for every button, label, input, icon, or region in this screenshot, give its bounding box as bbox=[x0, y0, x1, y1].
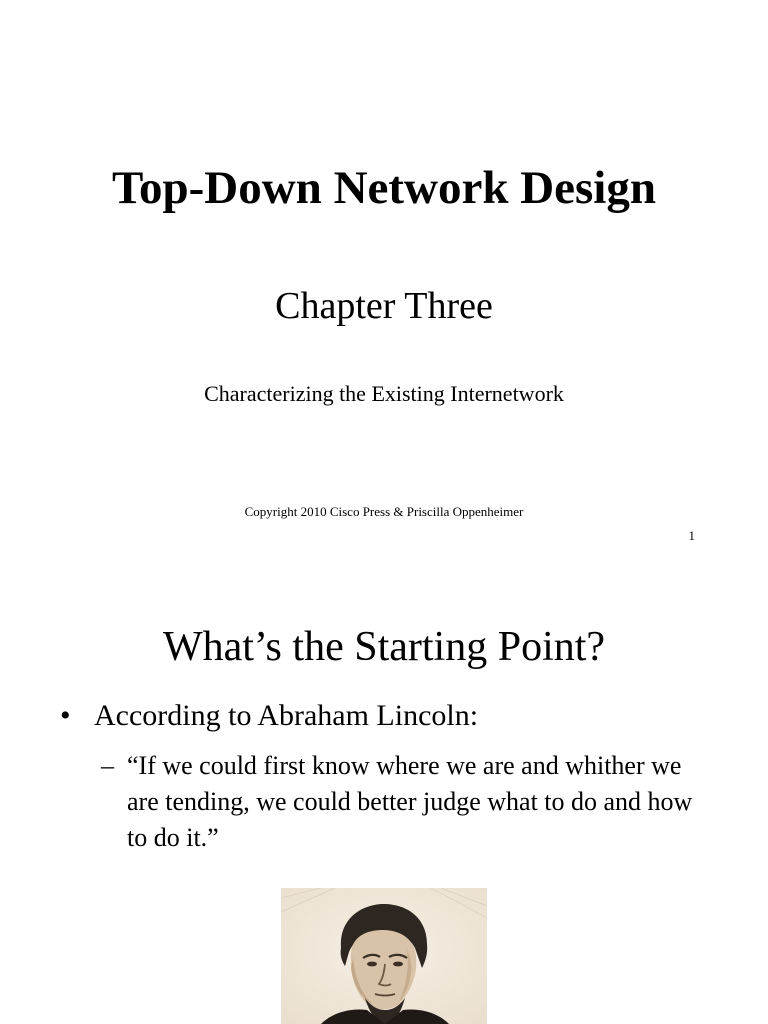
copyright-notice: Copyright 2010 Cisco Press & Priscilla Oppenheimer bbox=[244, 504, 524, 519]
bullet-text: According to Abraham Lincoln: bbox=[94, 699, 479, 732]
lincoln-quote: “If we could first know where we are and whither we are tending, we could better judge what to do and how to do it.” bbox=[127, 751, 693, 852]
bullet-item bbox=[60, 696, 478, 736]
slide-2 bbox=[0, 556, 768, 1024]
bullet-icon: • bbox=[60, 699, 71, 732]
slide-subtitle: Chapter Three bbox=[275, 285, 493, 327]
sub-bullet-item bbox=[101, 748, 701, 856]
slide-title: Top-Down Network Design bbox=[111, 162, 657, 214]
page-number: 1 bbox=[688, 528, 695, 543]
slide-description: Characterizing the Existing Internetwork bbox=[204, 381, 564, 406]
dash-icon: – bbox=[101, 751, 114, 780]
portrait-illustration bbox=[281, 888, 487, 1024]
slide-title: What’s the Starting Point? bbox=[162, 624, 606, 670]
lincoln-portrait bbox=[281, 888, 487, 1024]
